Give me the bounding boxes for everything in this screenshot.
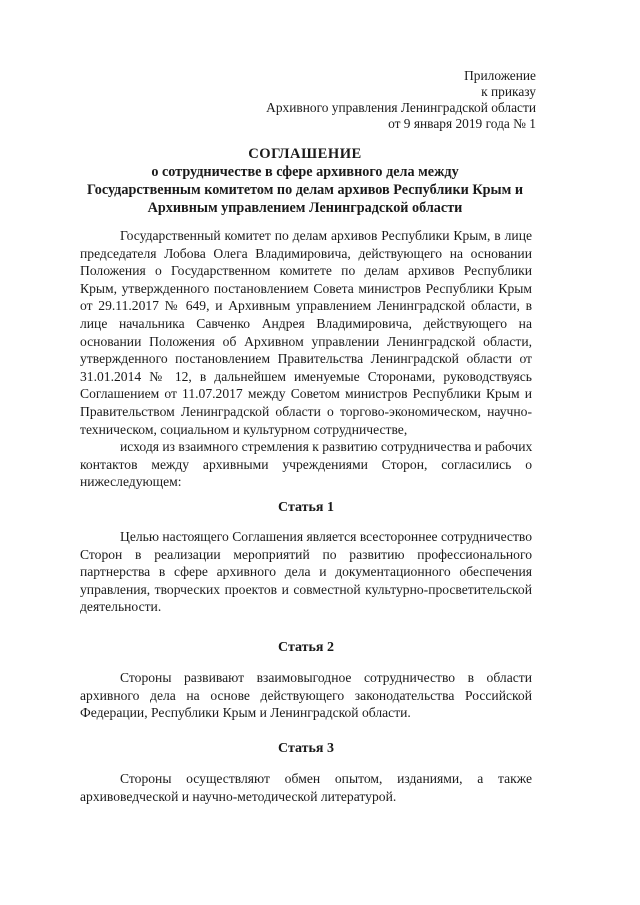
preamble-line: нижеследующем: [80,474,182,490]
header-line-attachment: Приложение [464,68,536,83]
header-line-authority: Архивного управления Ленинградской области [266,100,536,115]
preamble-line: Правительством Ленинградской области о торгово-экономическом, научно- [80,403,532,419]
preamble-line: Положения о Государственном комитете по делам архивов Республики [80,263,532,279]
preamble-line: лице начальника Савченко Андрея Владимировича, действующего на [80,315,532,331]
article-1-line: управления, творческих проектов и совместной культурно-просветительской [80,581,532,597]
preamble-line: от 29.11.2017 № 649, и Архивным управлением Ленинградской области, в [80,298,532,314]
header-line-order: к приказу [481,84,536,99]
article-2-line: Федерации, Республики Крым и Ленинградской области. [80,705,411,721]
preamble-line: основании Положения об Архивном управлении Ленинградской области, [80,333,532,349]
preamble-line: утвержденного постановлением Правительства Ленинградской области от [80,351,532,367]
preamble-line: 31.01.2014 № 12, в дальнейшем именуемые Сторонами, руководствуясь [80,368,532,384]
document-title [60,145,550,217]
article-1-heading: Статья 1 [278,500,334,515]
title-subtitle-1: о сотрудничестве в сфере архивного дела между [151,164,459,180]
article-2-text [80,669,532,722]
article-2-line: архивного дела на основе действующего законодательства Российской [80,687,532,703]
article-3-line: архивоведческой и научно-методической литературой. [80,788,397,804]
title-main: СОГЛАШЕНИЕ [248,146,362,162]
article-1-text [80,528,532,616]
order-attachment-header [266,68,536,132]
article-2-heading: Статья 2 [278,640,334,655]
preamble-line: Крым, утвержденного постановлением Совета министров Республики Крым [80,280,532,296]
title-subtitle-2: Государственным комитетом по делам архивов Республики Крым и [87,182,523,198]
article-1-line: Целью настоящего Соглашения является всестороннее сотрудничество [120,529,533,544]
preamble-line: контактов между архивными учреждениями Сторон, согласились о [80,456,532,472]
preamble-line: исходя из взаимного стремления к развитию сотрудничества и рабочих [120,439,533,455]
preamble-line: председателя Лобова Олега Владимировича, действующего на основании [80,245,532,261]
article-3-heading: Статья 3 [278,741,334,756]
preamble-paragraph [80,227,532,491]
article-1-line: партнерства в сфере архивного дела и документационного обеспечения [80,564,532,580]
article-1-line: деятельности. [80,599,162,615]
title-subtitle-3: Архивным управлением Ленинградской области [147,200,463,216]
preamble-line: техническом, социальном и культурном сотрудничестве, [80,421,408,437]
article-1-line: Сторон в реализации мероприятий по развитию профессионального [80,546,532,562]
article-3-line: Стороны осуществляют обмен опытом, изданиями, а также [120,771,532,786]
article-2-line: Стороны развивают взаимовыгодное сотрудничество в области [120,670,532,685]
header-line-date: от 9 января 2019 года № 1 [388,116,536,131]
preamble-line: Государственный комитет по делам архивов Республики Крым, в лице [120,228,532,243]
preamble-line: Соглашением от 11.07.2017 между Советом министров Республики Крым и [80,386,532,402]
article-3-text [80,770,532,805]
